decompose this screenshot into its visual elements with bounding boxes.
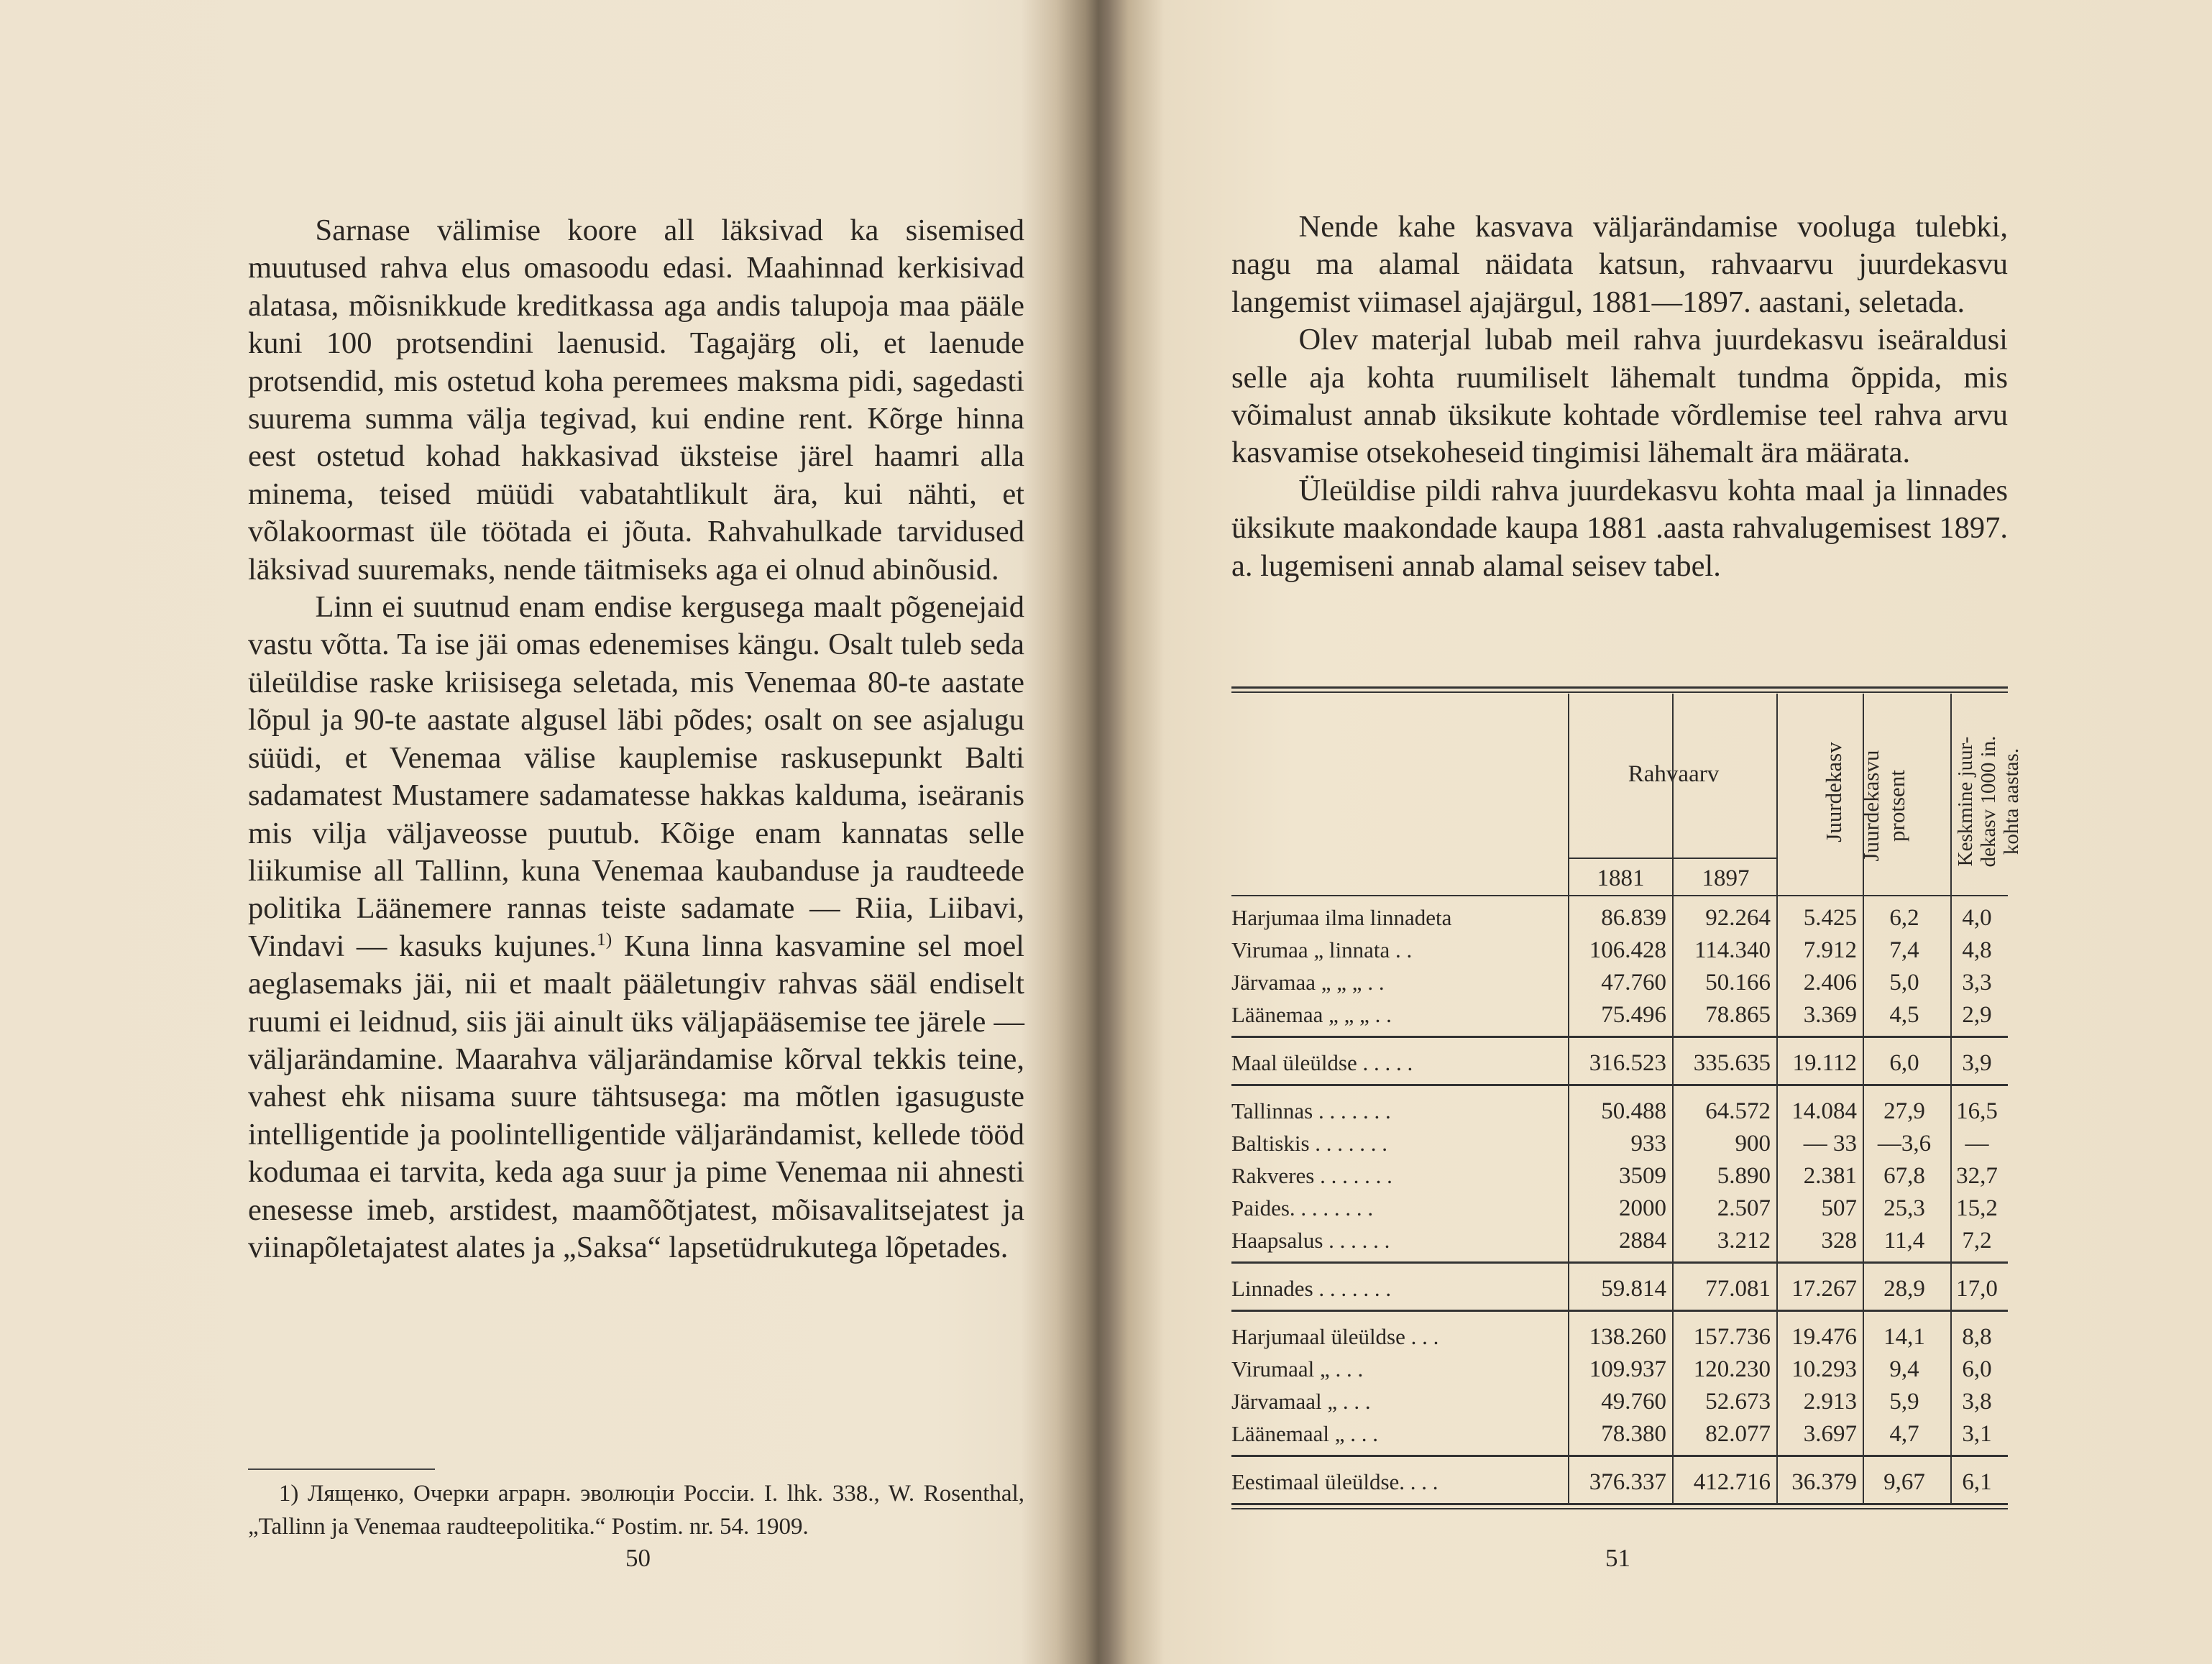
table-rule <box>1231 1036 2008 1038</box>
row-label: Haapsalus . . . . . . <box>1231 1228 1390 1253</box>
cell-avg: 15,2 <box>1956 1195 1998 1221</box>
cell-pct: 27,9 <box>1883 1098 1925 1124</box>
row-label: Baltiskis . . . . . . . <box>1231 1131 1388 1156</box>
paragraph-text: Kuna linna kasvamine sel moel aeglasemaks jäi, nii et maalt pääletungiv rahvas sääl endiselt ruumi ei leidnud, siis jäi ainult üks väljapääsemise tee järele — väljarändamine. Maarahva väljarändamise kõrval tekkis teine, vahest ehk niisama suure tähtsusega: ma mõtlen igasuguste intelligentide ja poolintelligentide väljarändamist, kellede tööd kodumaa ei tarvita, keda aga suur ja pime Venemaa nii ahnesti enesesse imeb, arstidest, maamõõtjatest, mõisavalitsejatest ja viinapõletajatest alates ja „Saksa“ lapsetüdrukutega lõpetades. <box>248 929 1024 1264</box>
row-label: Maal üleüldse . . . . . <box>1231 1050 1413 1075</box>
row-label: Tallinnas . . . . . . . <box>1231 1098 1391 1123</box>
cell-p1897: 335.635 <box>1693 1050 1771 1076</box>
cell-p1881: 47.760 <box>1601 970 1666 996</box>
page-number: 50 <box>625 1544 651 1572</box>
row-label: Linnades . . . . . . . <box>1231 1276 1392 1301</box>
cell-p1881: 3509 <box>1619 1163 1666 1189</box>
cell-p1897: 114.340 <box>1694 937 1771 963</box>
cell-avg: 4,8 <box>1962 937 1992 963</box>
table-rule <box>1231 1084 2008 1086</box>
table-column-rule <box>1568 694 1569 1503</box>
cell-p1881: 49.760 <box>1601 1389 1666 1415</box>
cell-p1881: 109.937 <box>1589 1356 1666 1382</box>
cell-p1897: 50.166 <box>1705 970 1771 996</box>
cell-p1881: 106.428 <box>1589 937 1666 963</box>
population-table <box>1231 686 2023 1513</box>
cell-p1881: 78.380 <box>1601 1421 1666 1447</box>
row-label: Järvamaa „ „ „ . . <box>1231 970 1385 995</box>
footnote-mark: 1) <box>597 928 612 950</box>
cell-pct: 28,9 <box>1883 1276 1925 1302</box>
cell-avg: 6,0 <box>1962 1356 1992 1382</box>
cell-p1897: 2.507 <box>1717 1195 1771 1221</box>
header-rahvaarv: Rahvaarv <box>1628 761 1720 787</box>
cell-kasv: 17.267 <box>1791 1276 1857 1302</box>
cell-kasv: 328 <box>1821 1228 1857 1254</box>
cell-p1881: 376.337 <box>1589 1469 1666 1495</box>
row-label: Harjumaa ilma linnadeta <box>1231 905 1452 930</box>
cell-p1897: 157.736 <box>1693 1324 1771 1350</box>
cell-kasv: 7.912 <box>1803 937 1857 963</box>
cell-kasv: 2.913 <box>1803 1389 1857 1415</box>
table-rule <box>1231 1503 2008 1509</box>
cell-pct: 7,4 <box>1889 937 1919 963</box>
cell-avg: 6,1 <box>1962 1469 1992 1495</box>
header-keskmine-line1: Keskmine juur- <box>1954 736 1977 867</box>
table-column-rule <box>1950 694 1952 1503</box>
cell-p1881: 933 <box>1630 1131 1666 1157</box>
cell-avg: 4,0 <box>1962 905 1992 931</box>
footnote <box>248 1477 1024 1543</box>
cell-pct: 4,7 <box>1889 1421 1919 1447</box>
cell-p1897: 77.081 <box>1705 1276 1771 1302</box>
cell-p1881: 2884 <box>1619 1228 1666 1254</box>
cell-p1881: 138.260 <box>1589 1324 1666 1350</box>
cell-pct: 67,8 <box>1883 1163 1925 1189</box>
table-rule <box>1231 895 2008 896</box>
cell-p1897: 3.212 <box>1717 1228 1771 1254</box>
cell-p1881: 59.814 <box>1601 1276 1666 1302</box>
cell-p1897: 82.077 <box>1705 1421 1771 1447</box>
cell-pct: 6,0 <box>1889 1050 1919 1076</box>
row-label: Läänemaa „ „ „ . . <box>1231 1002 1392 1027</box>
page-number: 51 <box>1605 1544 1630 1572</box>
cell-pct: 11,4 <box>1883 1228 1925 1254</box>
row-label: Paides. . . . . . . . <box>1231 1195 1374 1221</box>
table-rule <box>1231 686 2008 693</box>
paragraph: Olev materjal lubab meil rahva juurdekasvu iseäraldusi selle aja kohta ruumiliselt lähemalt tundma õppida, mis võimalust annab üksikute kohtade võrdlemise teel rahva arvu kasvamise otsekoheseid tingimisi lähemalt ära määrata. <box>1231 323 2008 470</box>
cell-avg: 3,3 <box>1962 970 1992 996</box>
header-keskmine <box>1954 715 2023 888</box>
paragraph: Üleüldise pildi rahva juurdekasvu kohta maal ja linnades üksikute maakondade kaupa 1881 .aasta rahvalugemisest 1897. a. lugemiseni annab alamal seisev tabel. <box>1231 473 2008 583</box>
footnote-text: 1) Лященко, Очерки аграрн. эволюціи Россіи. I. lhk. 338., W. Rosenthal, „Tallinn ja Venemaa raudteepolitika.“ Postim. nr. 54. 1909. <box>248 1481 1024 1540</box>
cell-avg: 3,8 <box>1962 1389 1992 1415</box>
right-page-body <box>1231 208 2008 585</box>
cell-avg: 7,2 <box>1962 1228 1992 1254</box>
cell-pct: 9,4 <box>1889 1356 1919 1382</box>
cell-kasv: — 33 <box>1803 1131 1857 1157</box>
cell-kasv: 3.369 <box>1803 1002 1857 1028</box>
paragraph: Sarnase välimise koore all läksivad ka sisemised muutused rahva elus omasoodu edasi. Maahinnad kerkisivad alatasa, mõisnikkude kreditkassa aga andis talupoja maa pääle kuni 100 protsendini laenusid. Tagajärg oli, et laenude protsendid, mis ostetud koha peremees maksma pidi, sagedasti suurema summa välja tegivad, kui endine rent. Kõrge hinna eest ostetud kohad hakkasivad üksteise järel haamri alla minema, teised müüdi vabatahtlikult ära, kui nähti, et võlakoormast üle töötada ei jõuta. Rahvahulkade tarvidused läksivad suuremaks, nende täitmiseks aga ei olnud abinõusid. <box>248 213 1024 587</box>
table-rule <box>1231 1455 2008 1457</box>
cell-p1897: 900 <box>1735 1131 1771 1157</box>
cell-avg: 17,0 <box>1956 1276 1998 1302</box>
row-label: Virumaal „ . . . <box>1231 1356 1364 1382</box>
cell-p1897: 64.572 <box>1705 1098 1771 1124</box>
cell-avg: 2,9 <box>1962 1002 1992 1028</box>
cell-avg: 3,1 <box>1962 1421 1992 1447</box>
left-page-body <box>248 212 1024 1267</box>
cell-kasv: 19.112 <box>1792 1050 1857 1076</box>
cell-kasv: 2.406 <box>1803 970 1857 996</box>
header-year-1897: 1897 <box>1702 865 1750 891</box>
row-label: Läänemaal „ . . . <box>1231 1421 1378 1446</box>
table-column-rule <box>1863 694 1864 1503</box>
cell-p1897: 412.716 <box>1693 1469 1771 1495</box>
cell-kasv: 5.425 <box>1803 905 1857 931</box>
header-keskmine-line3: kohta aastas. <box>2000 748 2023 855</box>
cell-p1881: 2000 <box>1619 1195 1666 1221</box>
cell-pct: 4,5 <box>1889 1002 1919 1028</box>
cell-p1881: 50.488 <box>1601 1098 1666 1124</box>
cell-avg: 32,7 <box>1956 1163 1998 1189</box>
paragraph-text: Linn ei suutnud enam endise kergusega maalt põgenejaid vastu võtta. Ta ise jäi omas edenemises kängu. Osalt tuleb seda üleüldise raske kriisisega seletada, mis Venemaa 80-te aastate lõpul ja 90-te aastate algusel läbi põdes; osalt on see asjalugu süüdi, et Venemaa välise kauplemise raskusepunkt Balti sadamatest Mustamere sadamatesse hakkas kalduma, iseäranis mis vilja väljaveosse puutub. Kõige enam kannatas selle liikumise all Tallinn, kuna Venemaa kaubanduse ja raudteede politika Läänemere rannas teiste sadamate — Riia, Liibavi, Vindavi — kasuks kujunes. <box>248 590 1024 963</box>
cell-pct: 25,3 <box>1883 1195 1925 1221</box>
cell-kasv: 2.381 <box>1803 1163 1857 1189</box>
cell-avg: — <box>1965 1131 1989 1157</box>
cell-pct: —3,6 <box>1877 1131 1932 1157</box>
row-label: Harjumaal üleüldse . . . <box>1231 1324 1439 1349</box>
cell-avg: 3,9 <box>1962 1050 1992 1076</box>
paragraph <box>248 589 1024 1267</box>
cell-p1881: 75.496 <box>1601 1002 1666 1028</box>
cell-p1897: 92.264 <box>1705 905 1771 931</box>
cell-p1897: 120.230 <box>1693 1356 1771 1382</box>
cell-kasv: 14.084 <box>1791 1098 1857 1124</box>
footnote-rule <box>248 1468 435 1470</box>
cell-p1897: 78.865 <box>1705 1002 1771 1028</box>
header-protsent: Juurdekasvu protsent <box>1858 750 1909 862</box>
cell-p1881: 316.523 <box>1589 1050 1666 1076</box>
table-column-rule <box>1672 694 1674 1503</box>
header-keskmine-line2: dekasv 1000 in. <box>1977 735 2000 868</box>
cell-pct: 6,2 <box>1889 905 1919 931</box>
left-page <box>0 0 1078 1664</box>
table-column-rule <box>1776 694 1778 1503</box>
cell-kasv: 3.697 <box>1803 1421 1857 1447</box>
table-rule <box>1569 858 1778 859</box>
cell-pct: 9,67 <box>1883 1469 1925 1495</box>
cell-kasv: 19.476 <box>1791 1324 1857 1350</box>
header-year-1881: 1881 <box>1597 865 1645 891</box>
header-juurdekasv: Juurdekasv <box>1821 742 1846 842</box>
cell-p1881: 86.839 <box>1601 905 1666 931</box>
cell-kasv: 507 <box>1821 1195 1857 1221</box>
cell-kasv: 10.293 <box>1791 1356 1857 1382</box>
cell-p1897: 5.890 <box>1717 1163 1771 1189</box>
row-label: Virumaa „ linnata . . <box>1231 937 1413 962</box>
table-rule <box>1231 1261 2008 1264</box>
cell-pct: 14,1 <box>1883 1324 1925 1350</box>
cell-avg: 16,5 <box>1956 1098 1998 1124</box>
row-label: Eestimaal üleüldse. . . . <box>1231 1469 1438 1494</box>
table-rule <box>1231 1310 2008 1312</box>
cell-kasv: 36.379 <box>1791 1469 1857 1495</box>
row-label: Järvamaal „ . . . <box>1231 1389 1371 1414</box>
cell-avg: 8,8 <box>1962 1324 1992 1350</box>
cell-pct: 5,9 <box>1889 1389 1919 1415</box>
cell-p1897: 52.673 <box>1705 1389 1771 1415</box>
cell-pct: 5,0 <box>1889 970 1919 996</box>
paragraph: Nende kahe kasvava väljarändamise vooluga tulebki, nagu ma alamal näidata katsun, rahvaarvu juurdekasvu langemist viimasel ajajärgul, 1881—1897. aastani, seletada. <box>1231 210 2008 319</box>
row-label: Rakveres . . . . . . . <box>1231 1163 1392 1188</box>
